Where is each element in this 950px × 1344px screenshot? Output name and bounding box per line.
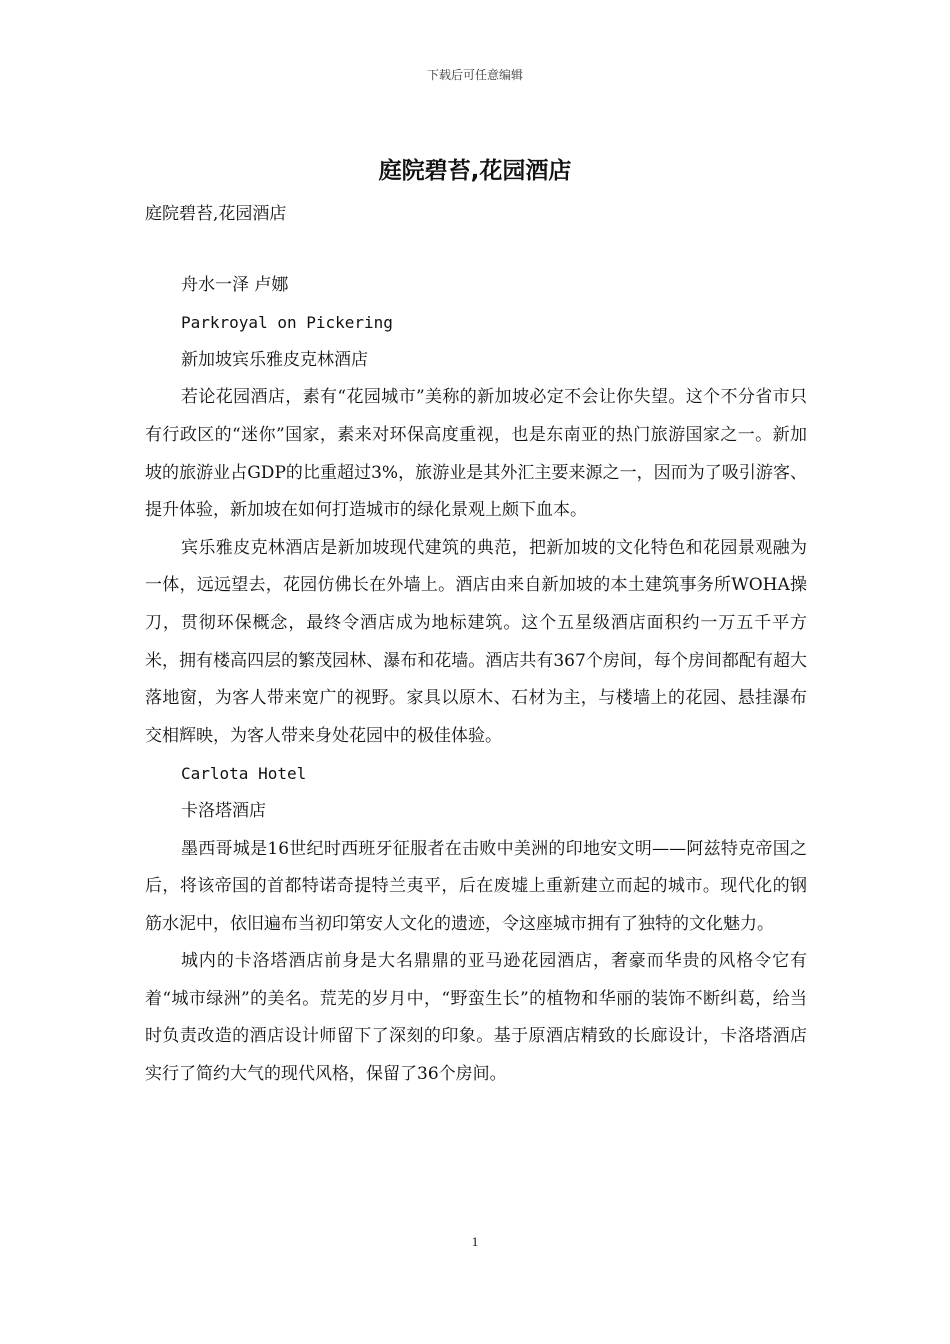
section-paragraph: 若论花园酒店，素有“花园城市”美称的新加坡必定不会让你失望。这个不分省市只有行政区的“迷你”国家，素来对环保高度重视，也是东南亚的热门旅游国家之一。新加坡的旅游业占GDP的比重超过3%，旅游业是其外汇主要来源之一，因而为了吸引游客、提升体验，新加坡在如何打造城市的绿化景观上颇下血本。 (145, 387, 807, 521)
document-body (145, 196, 807, 1094)
section-name-zh: 新加坡宾乐雅皮克林酒店 (181, 349, 368, 370)
section-paragraph: 城内的卡洛塔酒店前身是大名鼎鼎的亚马逊花园酒店，奢豪而华贵的风格令它有着“城市绿洲”的美名。荒芜的岁月中，“野蛮生长”的植物和华丽的装饰不断纠葛，给当时负责改造的酒店设计师留下了深刻的印象。基于原酒店精致的长廊设计，卡洛塔酒店实行了简约大气的现代风格，保留了36个房间。 (145, 951, 807, 1085)
document-author: 舟水一泽 卢娜 (181, 274, 289, 295)
section-parkroyal (145, 304, 807, 755)
section-carlota (145, 755, 807, 1093)
section-name-en: Carlota Hotel (181, 764, 307, 784)
section-name-en: Parkroyal on Pickering (181, 313, 393, 333)
page-header-note: 下载后可任意编辑 (426, 68, 523, 82)
document-subtitle: 庭院碧苔,花园酒店 (145, 204, 287, 224)
section-paragraph: 宾乐雅皮克林酒店是新加坡现代建筑的典范，把新加坡的文化特色和花园景观融为一体，远远望去，花园仿佛长在外墙上。酒店由来自新加坡的本土建筑事务所WOHA操刀，贯彻环保概念，最终令酒店成为地标建筑。这个五星级酒店面积约一万五千平方米，拥有楼高四层的繁茂园林、瀑布和花墙。酒店共有367个房间，每个房间都配有超大落地窗，为客人带来宽广的视野。家具以原木、石材为主，与楼墙上的花园、悬挂瀑布交相辉映，为客人带来身处花园中的极佳体验。 (145, 537, 807, 746)
section-name-zh: 卡洛塔酒店 (181, 800, 266, 821)
section-paragraph: 墨西哥城是16世纪时西班牙征服者在击败中美洲的印地安文明——阿兹特克帝国之后，将该帝国的首都特诺奇提特兰夷平，后在废墟上重新建立而起的城市。现代化的钢筋水泥中，依旧遍布当初印第安人文化的遗迹，令这座城市拥有了独特的文化魅力。 (145, 838, 807, 934)
page-number: 1 (471, 1234, 479, 1249)
document-title: 庭院碧苔,花园酒店 (378, 158, 572, 184)
